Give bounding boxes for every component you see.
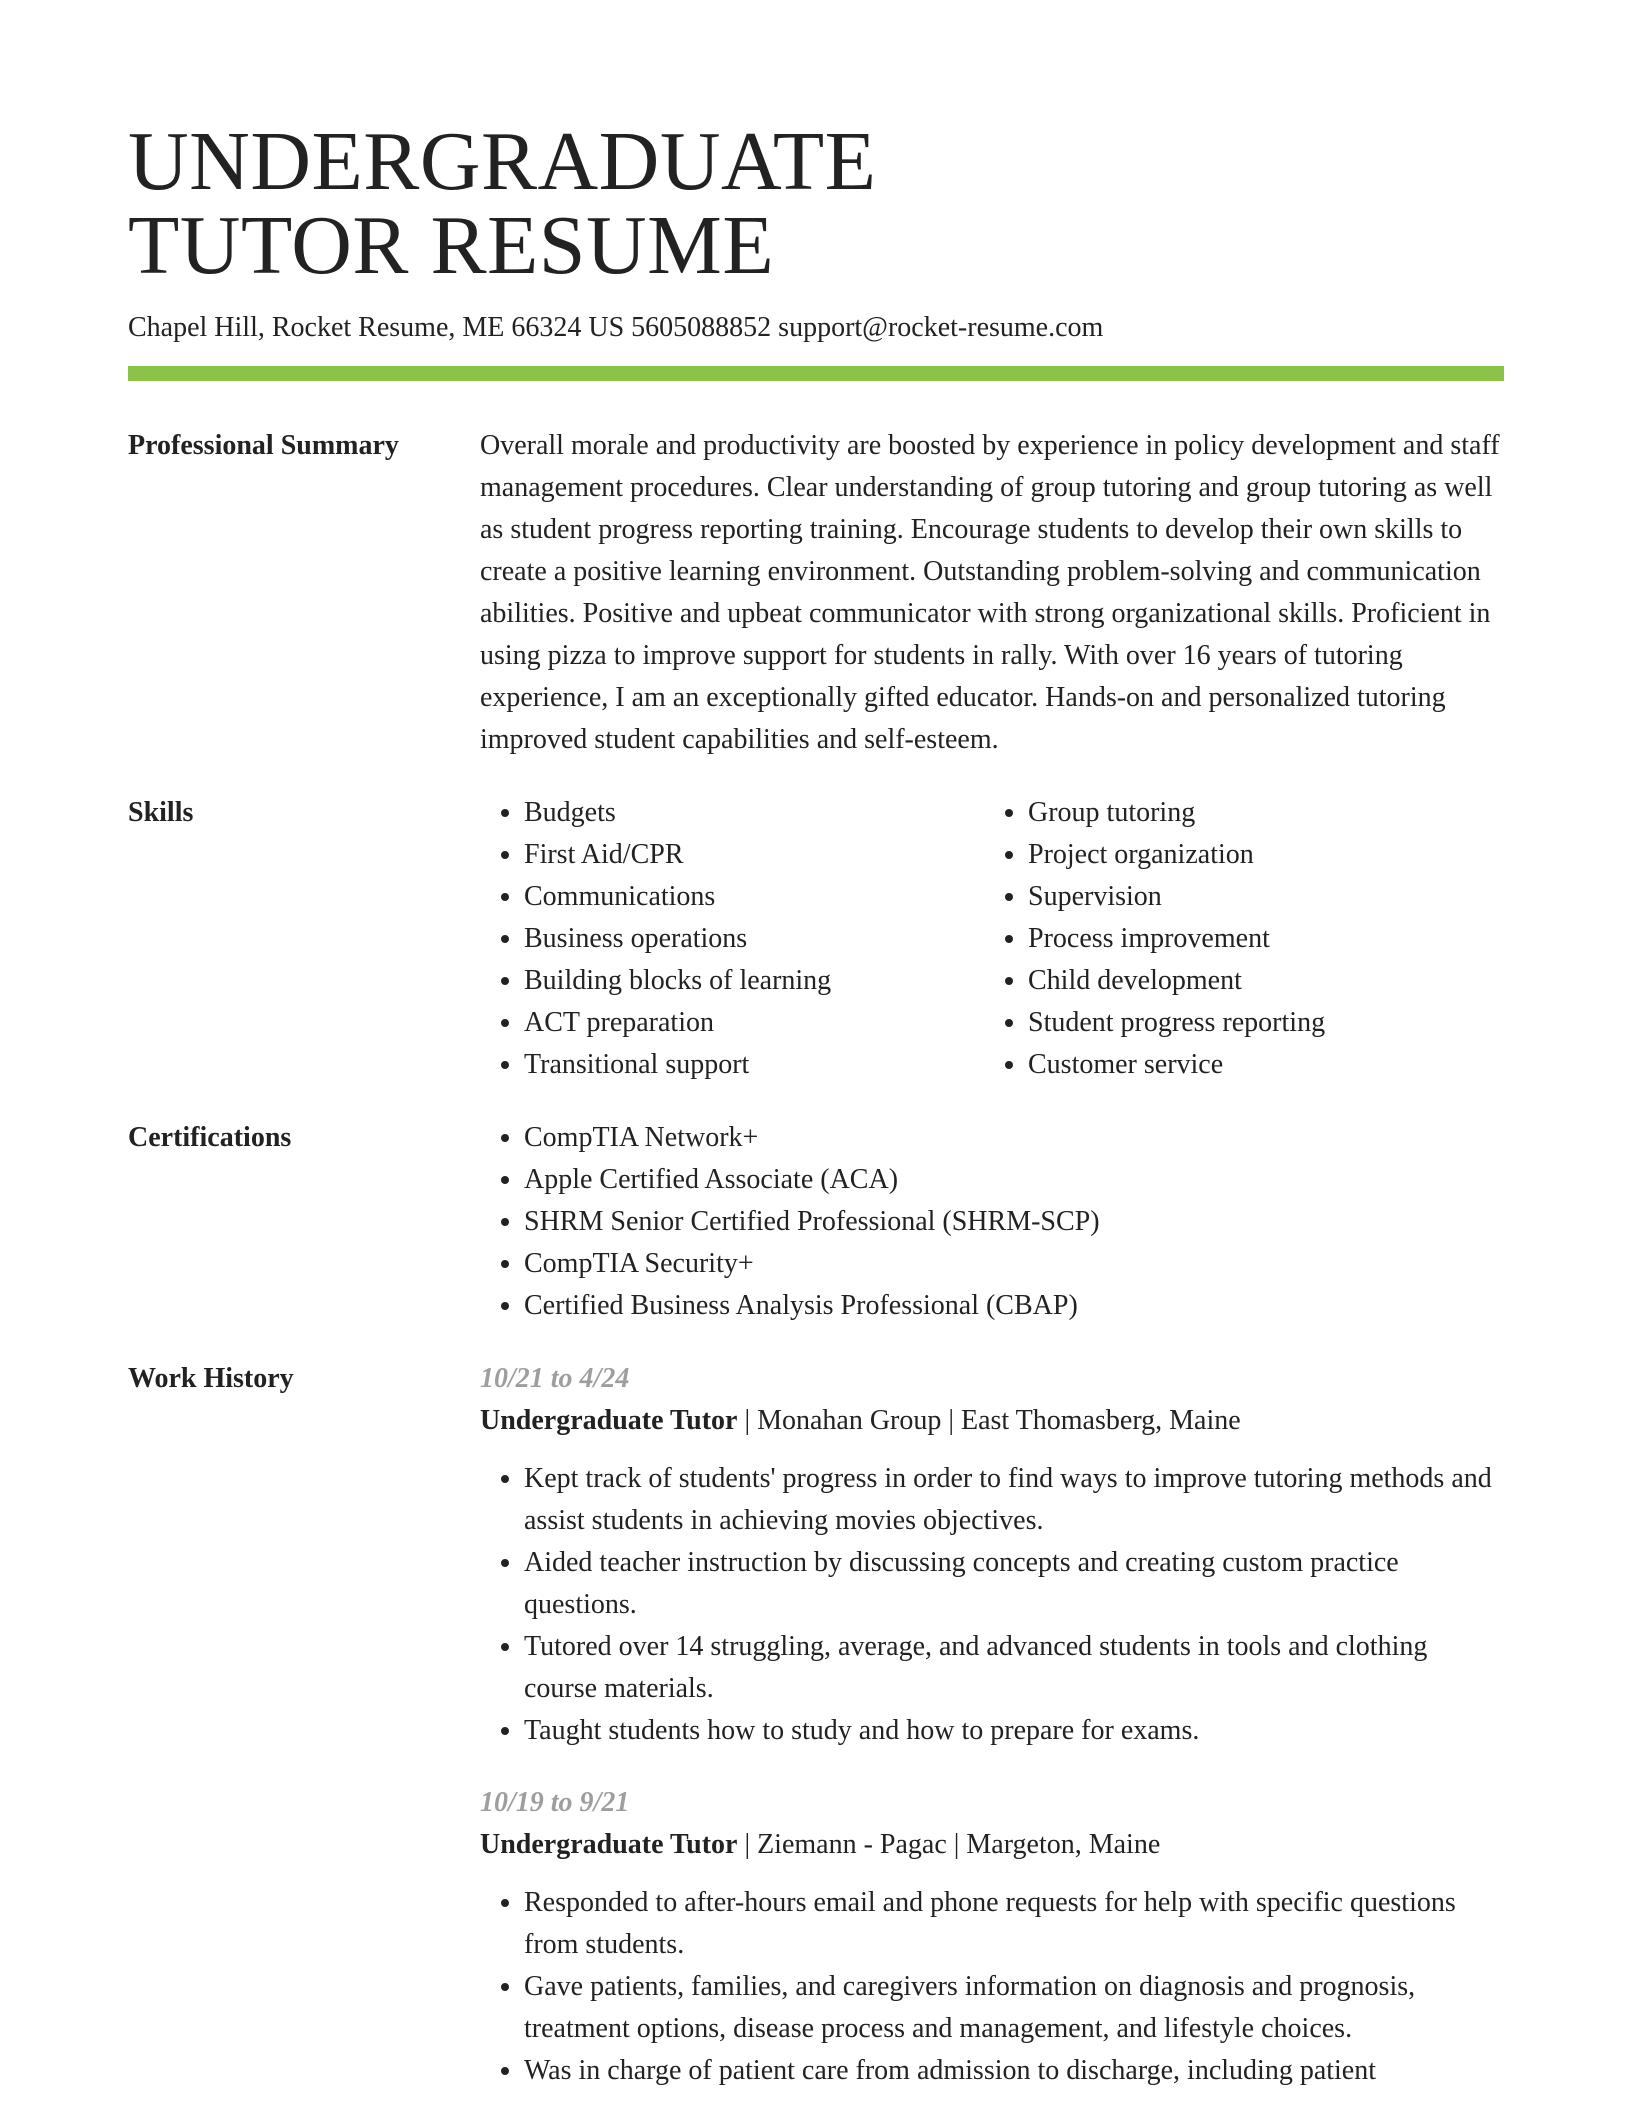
skills-section bbox=[128, 792, 1504, 1086]
contact-info: Chapel Hill, Rocket Resume, ME 66324 US 5605088852 support@rocket-resume.com bbox=[128, 312, 1104, 343]
list-item: • Customer service bbox=[1028, 1044, 1488, 1086]
list-item: • Was in charge of patient care from admission to discharge, including patient bbox=[524, 2050, 1504, 2092]
list-item: • Kept track of students' progress in order to find ways to improve tutoring methods and assist students in achieving movies objectives. bbox=[524, 1458, 1504, 1542]
job-entry bbox=[480, 1782, 1504, 2092]
list-item: • Student progress reporting bbox=[1028, 1002, 1488, 1044]
job-date: 10/19 to 9/21 bbox=[480, 1787, 630, 1818]
job-bullets bbox=[480, 1882, 1504, 2092]
resume-page bbox=[128, 115, 1504, 2092]
certifications-section bbox=[128, 1117, 1504, 1327]
list-item: • Responded to after-hours email and phone requests for help with specific questions from students. bbox=[524, 1882, 1504, 1966]
list-item: • Process improvement bbox=[1028, 918, 1488, 960]
job-title-line bbox=[480, 1824, 1504, 1866]
title-line-2: TUTOR RESUME bbox=[128, 199, 775, 292]
list-item: • CompTIA Network+ bbox=[524, 1117, 1504, 1159]
section-label-certifications: Certifications bbox=[128, 1122, 292, 1153]
section-label-skills: Skills bbox=[128, 797, 194, 828]
job-details: | Ziemann - Pagac | Margeton, Maine bbox=[737, 1829, 1161, 1860]
list-item: • Building blocks of learning bbox=[524, 960, 984, 1002]
resume-title bbox=[128, 115, 1504, 292]
summary-text: Overall morale and productivity are boosted by experience in policy development and staff management procedures. Clear understanding of group tutoring and group tutoring as well as student progress reporting training. Encourage students to develop their own skills to create a positive learning environment. Outstanding problem-solving and communication abilities. Positive and upbeat communicator with strong organizational skills. Proficient in using pizza to improve support for students in rally. With over 16 years of tutoring experience, I am an exceptionally gifted educator. Hands-on and personalized tutoring improved student capabilities and self-esteem. bbox=[480, 430, 1500, 755]
job-title: Undergraduate Tutor bbox=[480, 1829, 738, 1860]
job-title-line bbox=[480, 1400, 1504, 1442]
skills-columns bbox=[480, 792, 1504, 1086]
work-history-section bbox=[128, 1358, 1504, 2092]
list-item: • CompTIA Security+ bbox=[524, 1243, 1504, 1285]
list-item: • Taught students how to study and how to prepare for exams. bbox=[524, 1710, 1504, 1752]
job-bullets bbox=[480, 1458, 1504, 1752]
list-item: • First Aid/CPR bbox=[524, 834, 984, 876]
job-details: | Monahan Group | East Thomasberg, Maine bbox=[737, 1405, 1241, 1436]
job-title: Undergraduate Tutor bbox=[480, 1405, 738, 1436]
list-item: • Child development bbox=[1028, 960, 1488, 1002]
list-item: • Tutored over 14 struggling, average, and advanced students in tools and clothing course materials. bbox=[524, 1626, 1504, 1710]
section-label-work-history: Work History bbox=[128, 1363, 294, 1394]
list-item: • Apple Certified Associate (ACA) bbox=[524, 1159, 1504, 1201]
list-item: • Gave patients, families, and caregivers information on diagnosis and prognosis, treatment options, disease process and management, and lifestyle choices. bbox=[524, 1966, 1504, 2050]
job-entry bbox=[480, 1358, 1504, 1752]
list-item: • Supervision bbox=[1028, 876, 1488, 918]
list-item: • Project organization bbox=[1028, 834, 1488, 876]
job-date: 10/21 to 4/24 bbox=[480, 1363, 630, 1394]
list-item: • Budgets bbox=[524, 792, 984, 834]
list-item: • Aided teacher instruction by discussing concepts and creating custom practice questions. bbox=[524, 1542, 1504, 1626]
title-line-1: UNDERGRADUATE bbox=[128, 115, 877, 208]
list-item: • SHRM Senior Certified Professional (SHRM-SCP) bbox=[524, 1201, 1504, 1243]
list-item: • Group tutoring bbox=[1028, 792, 1488, 834]
summary-section bbox=[128, 425, 1504, 761]
skills-list-right bbox=[984, 792, 1488, 1086]
list-item: • Business operations bbox=[524, 918, 984, 960]
list-item: • Certified Business Analysis Professional (CBAP) bbox=[524, 1285, 1504, 1327]
skills-list-left bbox=[480, 792, 984, 1086]
certifications-list bbox=[480, 1117, 1504, 1327]
list-item: • Communications bbox=[524, 876, 984, 918]
list-item: • Transitional support bbox=[524, 1044, 984, 1086]
accent-divider bbox=[128, 366, 1504, 381]
list-item: • ACT preparation bbox=[524, 1002, 984, 1044]
section-label-summary: Professional Summary bbox=[128, 430, 399, 461]
